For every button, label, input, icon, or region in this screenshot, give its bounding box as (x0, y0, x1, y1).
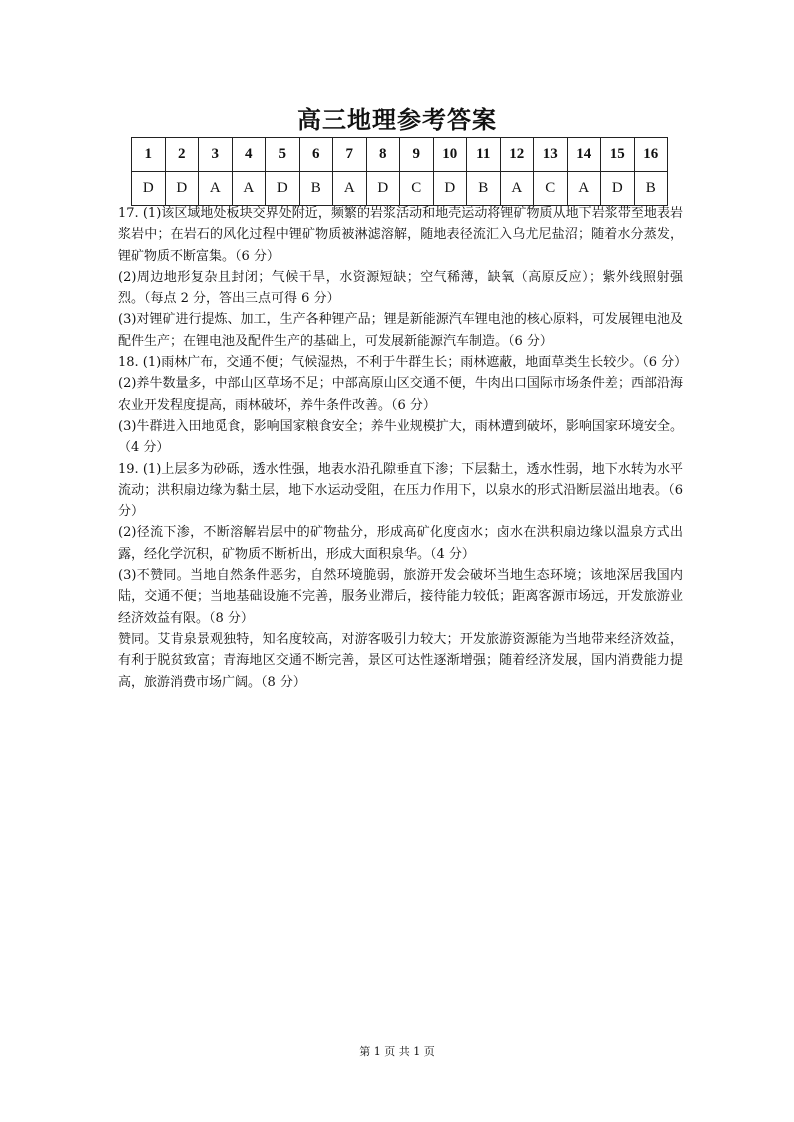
answer-paragraph-q18-2: (2)养牛数量多，中部山区草场不足；中部高原山区交通不便，牛肉出口国际市场条件差；西部沿海农业开发程度提高，雨林破坏，养牛条件改善。（6 分） (118, 376, 683, 413)
answer-table (131, 137, 668, 206)
answer-paragraph-q17-2: (2)周边地形复杂且封闭；气候干旱，水资源短缺；空气稀薄，缺氧（高原反应）；紫外线照射强烈。（每点 2 分，答出三点可得 6 分） (118, 269, 683, 307)
answer-paragraph-q19-3-disagree: (3)不赞同。当地自然条件恶劣，自然环境脆弱，旅游开发会破坏当地生态环境；该地深居我国内陆，交通不便；当地基础设施不完善，服务业滞后，接待能力较低；距离客源市场远，开发旅游业经济效益有限。（8 分） (118, 568, 683, 626)
answer-paragraph-q19-1: 19. (1)上层多为砂砾，透水性强，地表水沿孔隙垂直下渗；下层黏土，透水性弱，地下水转为水平流动；洪积扇边缘为黏土层，地下水运动受阻，在压力作用下，以泉水的形式沿断层溢出地表。（6 分） (118, 461, 683, 520)
question-number-cell: 1 (132, 138, 166, 172)
question-number-cell: 11 (467, 138, 501, 172)
answer-cell: D (433, 172, 467, 206)
answer-cell: B (467, 172, 501, 206)
question-number-cell: 16 (634, 138, 668, 172)
answer-cell: D (366, 172, 400, 206)
answer-cell: D (266, 172, 300, 206)
question-number-cell: 4 (232, 138, 266, 172)
answer-cell: A (567, 172, 601, 206)
answer-table-number-row (132, 138, 668, 172)
question-number-cell: 12 (500, 138, 534, 172)
answer-cell: A (232, 172, 266, 206)
answer-paragraph-q18-1: 18. (1)雨林广布，交通不便；气候湿热，不利于牛群生长；雨林遮蔽，地面草类生长较少。（6 分） (118, 355, 688, 371)
answer-cell: B (299, 172, 333, 206)
question-number-cell: 6 (299, 138, 333, 172)
question-number-cell: 13 (534, 138, 568, 172)
answer-paragraph-q18-3: (3)牛群进入田地觅食，影响国家粮食安全；养牛业规模扩大，雨林遭到破坏，影响国家环境安全。（4 分） (118, 418, 683, 456)
answer-cell: D (165, 172, 199, 206)
answer-table-answer-row (132, 172, 668, 206)
question-number-cell: 2 (165, 138, 199, 172)
question-number-cell: 5 (266, 138, 300, 172)
answer-explanations (118, 203, 688, 693)
question-number-cell: 14 (567, 138, 601, 172)
question-number-cell: 15 (601, 138, 635, 172)
answer-cell: D (132, 172, 166, 206)
answer-cell: D (601, 172, 635, 206)
answer-cell: B (634, 172, 668, 206)
answer-paragraph-q17-1: 17. (1)该区域地处板块交界处附近，频繁的岩浆活动和地壳运动将锂矿物质从地下岩浆带至地表岩浆岩中；在岩石的风化过程中锂矿物质被淋滤溶解，随地表径流汇入乌尤尼盐沼；随着水分蒸发，锂矿物质不断富集。（6 分） (118, 206, 683, 264)
answer-paragraph-q17-3: (3)对锂矿进行提炼、加工，生产各种锂产品；锂是新能源汽车锂电池的核心原料，可发展锂电池及配件生产；在锂电池及配件生产的基础上，可发展新能源汽车制造。（6 分） (118, 312, 683, 349)
answer-cell: C (400, 172, 434, 206)
question-number-cell: 3 (199, 138, 233, 172)
page-title: 高三地理参考答案 (297, 105, 497, 134)
page-footer: 第 1 页 共 1 页 (359, 1045, 435, 1058)
answer-paragraph-q19-3-agree: 赞同。艾肯泉景观独特，知名度较高，对游客吸引力较大；开发旅游资源能为当地带来经济效益，有利于脱贫致富；青海地区交通不断完善，景区可达性逐渐增强；随着经济发展，国内消费能力提高，旅游消费市场广阔。（8 分） (118, 631, 683, 690)
question-number-cell: 8 (366, 138, 400, 172)
answer-cell: A (199, 172, 233, 206)
answer-cell: C (534, 172, 568, 206)
question-number-cell: 7 (333, 138, 367, 172)
answer-cell: A (500, 172, 534, 206)
answer-cell: A (333, 172, 367, 206)
question-number-cell: 10 (433, 138, 467, 172)
question-number-cell: 9 (400, 138, 434, 172)
answer-paragraph-q19-2: (2)径流下渗，不断溶解岩层中的矿物盐分，形成高矿化度卤水；卤水在洪积扇边缘以温泉方式出露，经化学沉积，矿物质不断析出，形成大面积泉华。（4 分） (118, 525, 683, 562)
